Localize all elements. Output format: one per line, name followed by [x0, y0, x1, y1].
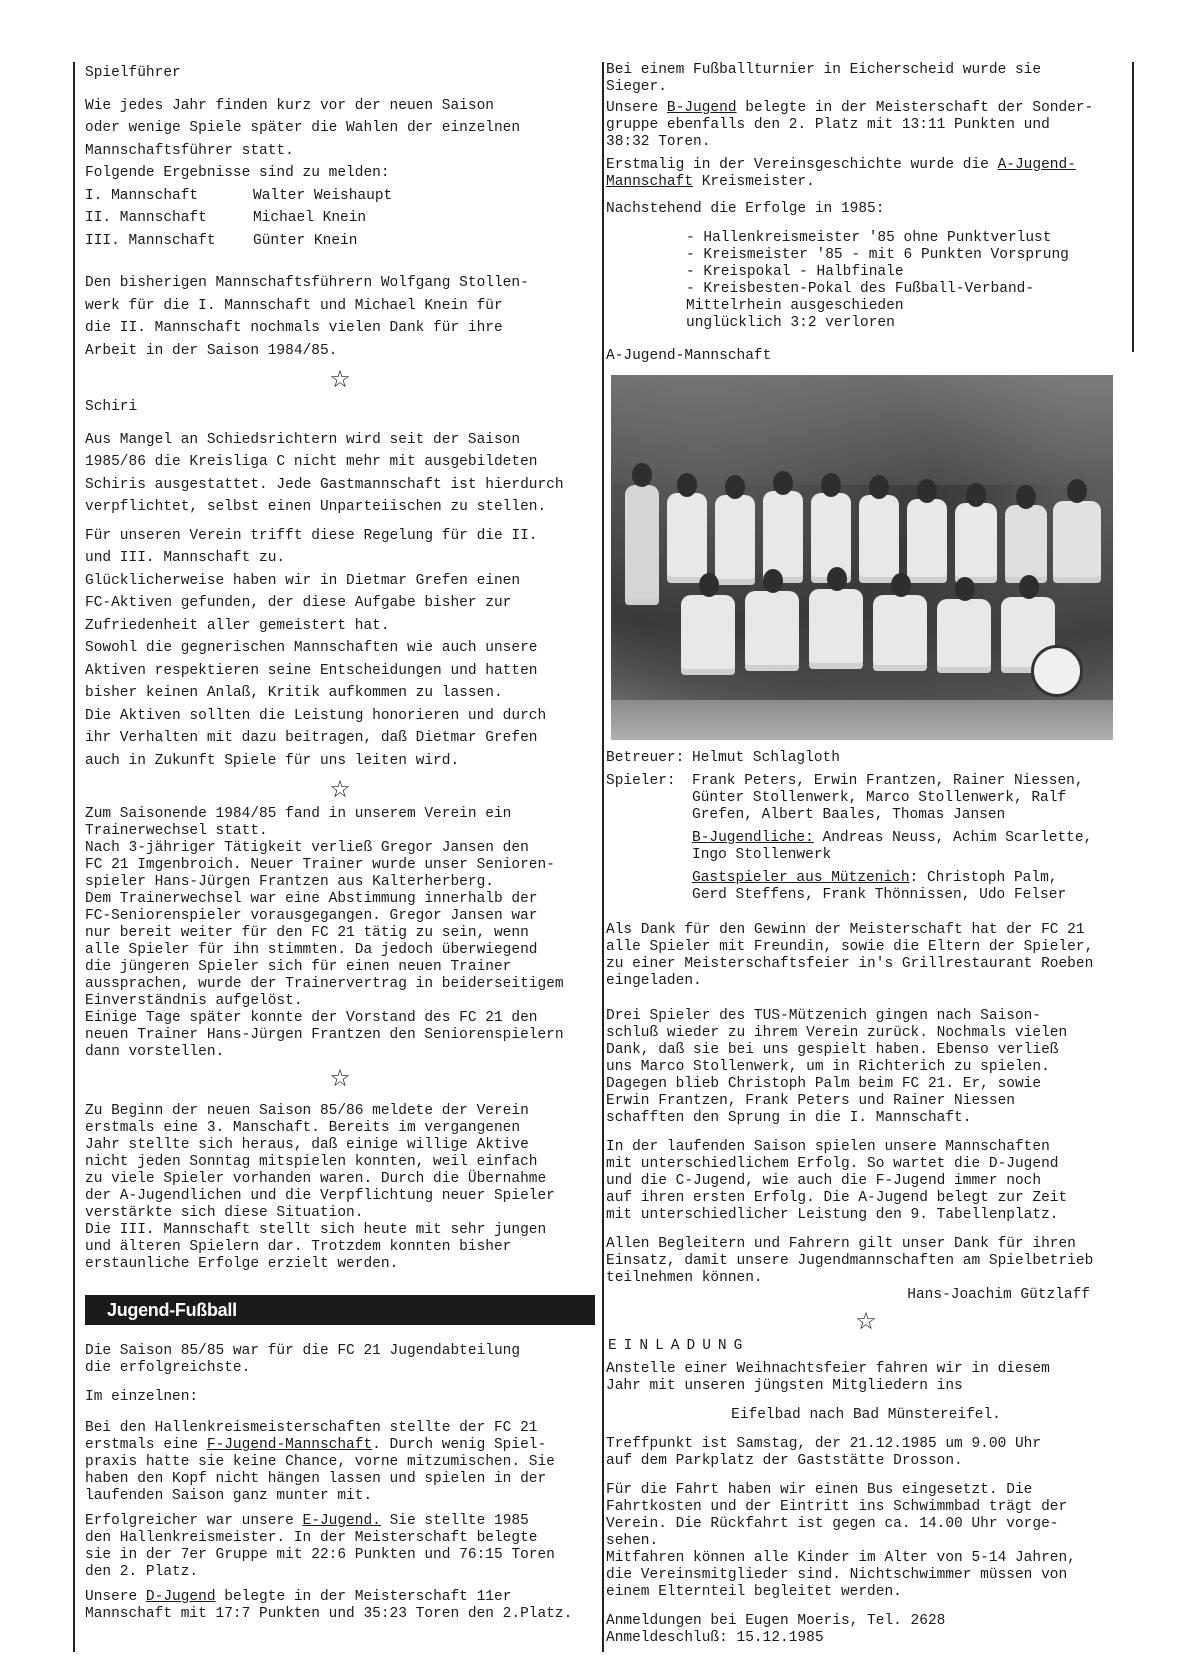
photo-head [869, 475, 889, 499]
star-icon: ☆ [329, 775, 351, 803]
photo-figure [667, 493, 707, 583]
gast-value [692, 870, 1126, 904]
a-jugend-text-pre: Erstmalig in der Vereinsgeschichte wurde die [606, 157, 998, 173]
star-icon: ☆ [855, 1307, 877, 1335]
gast-spacer [606, 870, 692, 904]
right-column-rule [1132, 62, 1134, 352]
photo-head [632, 463, 652, 487]
photo-sky [611, 375, 1113, 485]
photo-figure [1005, 505, 1047, 583]
photo-figure [715, 495, 755, 585]
erfolge-list [606, 230, 1126, 332]
einladung-paragraph-2: Treffpunkt ist Samstag, der 21.12.1985 um 9.00 Uhr auf dem Parkplatz der Gaststätte Drosson. [606, 1436, 1042, 1469]
captain-team: III. Mannschaft [85, 232, 216, 249]
betreuer-row [606, 750, 1126, 767]
d-jugend-underlined: D-Jugend [145, 1589, 216, 1605]
photo-head [955, 577, 975, 601]
spieler-row [606, 773, 1126, 824]
dank2-paragraph: Allen Begleitern und Fahrern gilt unser Dank für ihren Einsatz, damit unsere Jugendmannschaften am Spielbetrieb teilnehmen können. [606, 1236, 1094, 1286]
captain-row [85, 230, 595, 253]
photo-ground [611, 700, 1113, 740]
star-icon: ☆ [329, 365, 351, 393]
einladung-destination: Eifelbad nach Bad Münstereifel. [731, 1407, 1001, 1423]
betreuer-value: Helmut Schlagloth [692, 750, 840, 766]
dank-paragraph: Als Dank für den Gewinn der Meisterschaft hat der FC 21 alle Spieler mit Freundin, sowie die Eltern der Spieler, zu einer Meisterschaftsfeier in's Grillrestaurant Roeben eingeladen. [606, 922, 1094, 989]
b-jugend-text-pre: Unsere [606, 100, 667, 116]
erfolg-item: - Kreismeister '85 - mit 6 Punkten Vorsprung [686, 247, 1069, 263]
photo-figure [859, 495, 899, 583]
a-jugend-text-post: Kreismeister. [693, 174, 815, 190]
captain-row [85, 185, 595, 208]
photo-head [725, 475, 745, 499]
erfolg-item: - Hallenkreismeister '85 ohne Punktverlust [686, 230, 1052, 246]
bjugend-row [606, 830, 1126, 864]
a-jugend-paragraph [606, 157, 1126, 191]
f-jugend-underlined: F-Jugend-Mannschaft [206, 1437, 373, 1453]
photo-head [1016, 485, 1036, 509]
spielfuehrer-thanks: Den bisherigen Mannschaftsführern Wolfgang Stollen- werk für die I. Mannschaft und Michael Knein für die II. Mannschaft nochmals vielen Dank für ihre Arbeit in der Saison 1984/85. [85, 275, 529, 359]
photo-head [966, 483, 986, 507]
captain-name: Michael Knein [253, 210, 367, 226]
einladung-paragraph-1: Anstelle einer Weihnachtsfeier fahren wir in diesem Jahr mit unseren jüngsten Mitgliedern ins [606, 1361, 1050, 1394]
photo-head [763, 569, 783, 593]
einladung-paragraph-4: Anmeldungen bei Eugen Moeris, Tel. 2628 Anmeldeschluß: 15.12.1985 [606, 1613, 946, 1646]
trainer-paragraph: Zum Saisonende 1984/85 fand in unserem Verein ein Trainerwechsel statt. Nach 3-jähriger Tätigkeit verließ Gregor Jansen den FC 21 Imgenbroich. Neuer Trainer wurde unser Senioren- spieler Hans-Jürgen Frantzen aus Kalterherberg. Dem Trainerwechsel war eine Abstimmung innerhalb der FC-Seniorenspieler vorausgegangen. Gregor Jansen war nur bereit weiter für den FC 21 tätig zu sein, wenn alle Spieler für ihn stimmten. Da jedoch überwiegend die jüngeren Spieler sich für einen neuen Trainer aussprachen, wurde der Trainervertrag in beiderseitigem Einverständnis aufgelöst. Einige Tage später konnte der Vorstand des FC 21 den neuen Trainer Hans-Jürgen Frantzen den Seniorenspielern dann vorstellen. [85, 806, 564, 1060]
spieler-value: Frank Peters, Erwin Frantzen, Rainer Niessen, Günter Stollenwerk, Marco Stollenwerk, Ralf Grefen, Albert Baales, Thomas Jansen [692, 773, 1084, 823]
bjugend-value [692, 830, 1126, 864]
jugend-einzelnen: Im einzelnen: [85, 1389, 199, 1405]
schiri-paragraph-2: Für unseren Verein trifft diese Regelung für die II. und III. Mannschaft zu. Glücklicherweise haben wir in Dietmar Grefen einen FC-Aktiven gefunden, der diese Aufgabe bisher zur Zufriedenheit aller gemeistert hat. Sowohl die gegnerischen Mannschaften wie auch unsere Aktiven respektieren seine Entscheidungen und hatten bisher keinen Anlaß, Kritik aufkommen zu lassen. Die Aktiven sollten die Leistung honorieren und durch ihr Verhalten mit dazu beitragen, daß Dietmar Grefen auch in Zukunft Spiele für uns leiten wird. [85, 527, 547, 769]
betreuer-label: Betreuer: [606, 750, 685, 766]
signature: Hans-Joachim Gützlaff [907, 1287, 1090, 1303]
captain-name: Walter Weishaupt [253, 187, 393, 204]
photo-head [917, 479, 937, 503]
e-jugend-paragraph [85, 1513, 595, 1581]
photo-head [1019, 575, 1039, 599]
e-jugend-text-post: Sie stellte 1985 den Hallenkreismeister. In der Meisterschaft belegte sie in der 7er Gruppe mit 22:6 Punkten und 76:15 Toren den 2. Platz. [85, 1513, 555, 1580]
e-jugend-text-pre: Erfolgreicher war unsere [85, 1513, 303, 1529]
captain-row [85, 207, 595, 230]
section-banner: Jugend-Fußball [85, 1295, 595, 1325]
team-photo [611, 375, 1113, 740]
erfolg-item: - Kreispokal - Halbfinale [686, 264, 904, 280]
photo-figure [809, 589, 863, 669]
photo-figure [955, 503, 997, 583]
bjugend-spacer [606, 830, 692, 864]
photo-head [699, 573, 719, 597]
photo-head [821, 473, 841, 497]
laufend-paragraph: In der laufenden Saison spielen unsere Mannschaften mit unterschiedlichem Erfolg. So wartet die D-Jugend und die C-Jugend, wie auch die F-Jugend immer noch auf ihren ersten Erfolg. Die A-Jugend belegt zur Zeit mit unterschiedlicher Leistung den 9. Tabellenplatz. [606, 1139, 1068, 1223]
f-jugend-text-pre: Bei den Hallenkreismeisterschaften stellte der FC 21 erstmals eine [85, 1420, 538, 1453]
spielfuehrer-title: Spielführer [85, 65, 181, 81]
gast-row [606, 870, 1126, 904]
b-jugend-underlined: B-Jugend [666, 100, 737, 116]
a-jugend-underlined: A-Jugend- Mannschaft [606, 157, 1076, 190]
captain-team: II. Mannschaft [85, 210, 207, 226]
f-jugend-paragraph [85, 1420, 595, 1505]
photo-figure [907, 499, 947, 583]
right-column [606, 62, 1126, 1647]
captain-name: Günter Knein [253, 232, 358, 249]
d-jugend-paragraph [85, 1589, 595, 1623]
bjugend-names: Andreas Neuss, Achim Scarlette, Ingo Stollenwerk [692, 830, 1093, 863]
photo-head [891, 573, 911, 597]
gast-names: : Christoph Palm, Gerd Steffens, Frank Thönnissen, Udo Felser [692, 870, 1067, 903]
middle-column-rule [602, 62, 604, 1652]
captain-team: I. Mannschaft [85, 187, 199, 204]
photo-head [1067, 479, 1087, 503]
photo-figure [937, 599, 991, 673]
photo-caption: A-Jugend-Mannschaft [606, 348, 772, 364]
gast-label: Gastspieler aus Mützenich [692, 870, 910, 886]
schiri-paragraph-1: Aus Mangel an Schiedsrichtern wird seit der Saison 1985/86 die Kreisliga C nicht mehr mit ausgebildeten Schiris ausgestattet. Jede Gastmannschaft ist hierdurch verpflichtet, selbst einen Unparteiischen zu stellen. [85, 431, 564, 515]
saison-paragraph: Zu Beginn der neuen Saison 85/86 meldete der Verein erstmals eine 3. Manschaft. Bereits im vergangenen Jahr stellte sich heraus, daß einige willige Aktive nicht jeden Sonntag mitspielen konnten, weil einfach zu viele Spieler vorhanden waren. Durch die Übernahme der A-Jugendlichen und die Verpflichtung neuer Spieler verstärkte sich diese Situation. Die III. Mannschaft stellt sich heute mit sehr jungen und älteren Spielern dar. Trotzdem konnten bisher erstaunliche Erfolge erzielt werden. [85, 1103, 555, 1272]
einladung-paragraph-3: Für die Fahrt haben wir einen Bus eingesetzt. Die Fahrtkosten und der Eintritt ins Schwimmbad trägt der Verein. Die Rückfahrt ist gegen ca. 14.00 Uhr vorge- sehen. Mitfahren können alle Kinder im Alter von 5-14 Jahren, die Vereinsmitglieder sind. Nichtschwimmer müssen von einem Elternteil begleitet werden. [606, 1482, 1076, 1600]
spieler-label: Spieler: [606, 773, 676, 789]
left-column [85, 62, 595, 1623]
d-jugend-text-pre: Unsere [85, 1589, 146, 1605]
jugend-intro: Die Saison 85/85 war für die FC 21 Jugendabteilung die erfolgreichste. [85, 1343, 521, 1376]
e-jugend-underlined: E-Jugend. [302, 1513, 381, 1529]
tus-paragraph: Drei Spieler des TUS-Mützenich gingen nach Saison- schluß wieder zu ihrem Verein zurück. Nochmals vielen Dank, daß sie bei uns gespielt haben. Ebenso verließ uns Marco Stollenwerk, um in Richterich zu spielen. Dagegen blieb Christoph Palm beim FC 21. Er, sowie Erwin Frantzen, Frank Peters und Rainer Niessen schafften den Sprung in die I. Mannschaft. [606, 1008, 1068, 1126]
f-jugend-text-post: . Durch wenig Spiel- praxis hatte sie keine Chance, vorne mitzumischen. Sie haben den Kopf nicht hängen lassen und spielen in der laufenden Saison ganz munter mit. [85, 1437, 555, 1504]
photo-figure [873, 595, 927, 671]
turnier-paragraph: Bei einem Fußballturnier in Eicherscheid wurde sie Sieger. [606, 62, 1042, 95]
b-jugend-text-post: belegte in der Meisterschaft der Sonder- gruppe ebenfalls den 2. Platz mit 13:11 Punkten und 38:32 Toren. [606, 100, 1094, 150]
star-icon: ☆ [329, 1064, 351, 1092]
photo-football [1031, 645, 1083, 697]
photo-figure [625, 485, 659, 605]
photo-head [677, 473, 697, 497]
schiri-title: Schiri [85, 399, 138, 415]
left-column-rule [73, 62, 75, 1652]
captains-list [85, 185, 595, 253]
erfolge-intro: Nachstehend die Erfolge in 1985: [606, 201, 885, 217]
d-jugend-text-post: belegte in der Meisterschaft 11er Mannschaft mit 17:7 Punkten und 35:23 Toren den 2.Platz. [85, 1589, 573, 1622]
einladung-title: EINLADUNG [608, 1338, 750, 1354]
bjugend-label: B-Jugendliche: [692, 830, 814, 846]
erfolg-item: - Kreisbesten-Pokal des Fußball-Verband- Mittelrhein ausgeschieden unglücklich 3:2 verloren [686, 281, 1035, 331]
b-jugend-paragraph [606, 100, 1126, 151]
photo-head [827, 567, 847, 591]
photo-figure [745, 591, 799, 671]
photo-head [773, 471, 793, 495]
photo-figure [1053, 501, 1101, 583]
photo-figure [681, 595, 735, 675]
spielfuehrer-intro: Wie jedes Jahr finden kurz vor der neuen Saison oder wenige Spiele später die Wahlen der einzelnen Mannschaftsführer statt. Folgende Ergebnisse sind zu melden: [85, 97, 521, 181]
